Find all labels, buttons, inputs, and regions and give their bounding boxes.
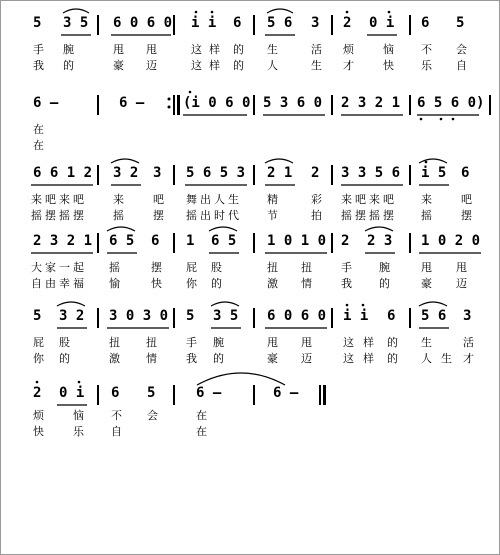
note: 6 [461, 165, 470, 181]
syllable: 摆 [355, 209, 366, 222]
syllable: 腕 [63, 43, 74, 56]
syllable: 愉 [109, 277, 120, 290]
note: 6 [233, 15, 242, 31]
syllable: 生 [267, 43, 278, 56]
syllable: 的 [387, 352, 398, 365]
note: 2 [343, 15, 352, 31]
syllable: 生 [311, 59, 322, 72]
note-group: i i [343, 308, 369, 324]
syllable: 摇 [421, 209, 432, 222]
syllable: 舞 [186, 193, 197, 206]
syllable: 自 [456, 59, 467, 72]
notation-marks [1, 1, 499, 554]
syllable: 生 [441, 352, 452, 365]
syllable: 一 [59, 261, 70, 274]
syllable: 快 [33, 425, 44, 438]
syllable: 起 [73, 261, 84, 274]
syllable: 才 [463, 352, 474, 365]
note-group: 3 5 [63, 15, 89, 31]
syllable: 手 [341, 261, 352, 274]
note-group: 6 5 6 0) [417, 95, 485, 111]
note-group: 5 6 5 3 [186, 165, 246, 181]
syllable: 恼 [73, 409, 84, 422]
syllable: 福 [73, 277, 84, 290]
note: 5 [33, 308, 42, 324]
syllable: 烦 [33, 409, 44, 422]
syllable: 的 [387, 336, 398, 349]
syllable: 来 [421, 193, 432, 206]
syllable: 大 [31, 261, 42, 274]
syllable: 甩 [421, 261, 432, 274]
note-group: 5 6 [421, 308, 447, 324]
syllable: 股 [211, 261, 222, 274]
syllable: 会 [456, 43, 467, 56]
syllable: 情 [301, 277, 312, 290]
note-group: 2 3 2 1 [33, 233, 93, 249]
syllable: 快 [151, 277, 162, 290]
syllable: 这 [343, 336, 354, 349]
syllable: 股 [59, 336, 70, 349]
syllable: 自 [31, 277, 42, 290]
syllable: 会 [147, 409, 158, 422]
syllable: 的 [233, 43, 244, 56]
syllable: 时 [214, 209, 225, 222]
note-group: 6 – [33, 95, 59, 111]
syllable: 摇 [341, 209, 352, 222]
note-group: 6 – [119, 95, 145, 111]
syllable: 在 [33, 139, 44, 152]
note: 6 [151, 233, 160, 249]
syllable: 生 [228, 193, 239, 206]
note-group: 6 6 1 2 [33, 165, 93, 181]
syllable: 人 [214, 193, 225, 206]
syllable: 的 [379, 277, 390, 290]
note-group: 5 3 6 0 [263, 95, 323, 111]
syllable: 摇 [369, 209, 380, 222]
syllable: 摆 [151, 261, 162, 274]
syllable: 迈 [146, 59, 157, 72]
syllable: 吧 [73, 193, 84, 206]
syllable: 家 [45, 261, 56, 274]
syllable: 这 [191, 59, 202, 72]
syllable: 不 [421, 43, 432, 56]
syllable: 摆 [153, 209, 164, 222]
note-group: 1 0 2 0 [421, 233, 481, 249]
note-group: 0 i [369, 15, 395, 31]
syllable: 摇 [113, 209, 124, 222]
syllable: 由 [45, 277, 56, 290]
syllable: 自 [111, 425, 122, 438]
syllable: 手 [186, 336, 197, 349]
note-group: 3 2 [113, 165, 139, 181]
syllable: 吧 [383, 193, 394, 206]
syllable: 人 [267, 59, 278, 72]
note: 6 [111, 385, 120, 401]
note-group: (i 0 6 0 [183, 95, 251, 111]
note: 3 [153, 165, 162, 181]
note-group: 6 0 6 0 [113, 15, 173, 31]
syllable: 激 [267, 277, 278, 290]
note-group: 3 0 3 0 [109, 308, 169, 324]
syllable: 的 [59, 352, 70, 365]
syllable: 我 [341, 277, 352, 290]
note-group: 6 – [196, 385, 222, 401]
note: 5 [147, 385, 156, 401]
syllable: 节 [267, 209, 278, 222]
syllable: 来 [113, 193, 124, 206]
syllable: 摇 [59, 209, 70, 222]
note-group: 6 – [273, 385, 299, 401]
syllable: 吧 [153, 193, 164, 206]
note: 2 [341, 233, 350, 249]
syllable: 摆 [73, 209, 84, 222]
syllable: 在 [196, 425, 207, 438]
syllable: 的 [233, 59, 244, 72]
note: 3 [463, 308, 472, 324]
note-group: i i [191, 15, 217, 31]
syllable: 样 [363, 336, 374, 349]
syllable: 情 [146, 352, 157, 365]
syllable: 手 [33, 43, 44, 56]
syllable: 吧 [461, 193, 472, 206]
syllable: 不 [111, 409, 122, 422]
syllable: 豪 [267, 352, 278, 365]
syllable: 我 [33, 59, 44, 72]
syllable: 豪 [113, 59, 124, 72]
note: 3 [311, 15, 320, 31]
syllable: 出 [200, 209, 211, 222]
syllable: 出 [200, 193, 211, 206]
note-group: 2 1 [267, 165, 293, 181]
note-group: 6 0 6 0 [267, 308, 327, 324]
note-group: 3 2 [59, 308, 85, 324]
syllable: 摇 [186, 209, 197, 222]
note-group: 2 3 [367, 233, 393, 249]
note-group: 3 5 [213, 308, 239, 324]
syllable: 这 [343, 352, 354, 365]
note-group: 0 i [59, 385, 85, 401]
syllable: 在 [196, 409, 207, 422]
note: 6 [387, 308, 396, 324]
syllable: 样 [209, 59, 220, 72]
syllable: 摆 [461, 209, 472, 222]
note: 5 [186, 308, 195, 324]
syllable: 扭 [146, 336, 157, 349]
syllable: 吧 [45, 193, 56, 206]
note-group: i 5 [421, 165, 447, 181]
note-group: 6 5 [211, 233, 237, 249]
syllable: 屁 [33, 336, 44, 349]
syllable: 烦 [343, 43, 354, 56]
syllable: 你 [33, 352, 44, 365]
syllable: 来 [369, 193, 380, 206]
syllable: 精 [267, 193, 278, 206]
syllable: 快 [383, 59, 394, 72]
syllable: 迈 [301, 352, 312, 365]
syllable: 甩 [456, 261, 467, 274]
note: 2 [33, 385, 42, 401]
syllable: 在 [33, 123, 44, 136]
syllable: 样 [363, 352, 374, 365]
syllable: 腕 [379, 261, 390, 274]
syllable: 这 [191, 43, 202, 56]
syllable: 摆 [45, 209, 56, 222]
syllable: 豪 [421, 277, 432, 290]
syllable: 摇 [31, 209, 42, 222]
syllable: 活 [311, 43, 322, 56]
note: 6 [421, 15, 430, 31]
note-group: 6 5 [109, 233, 135, 249]
syllable: 扭 [109, 336, 120, 349]
syllable: 的 [213, 352, 224, 365]
syllable: 人 [421, 352, 432, 365]
note: 2 [311, 165, 320, 181]
syllable: 来 [341, 193, 352, 206]
syllable: 彩 [311, 193, 322, 206]
syllable: 甩 [146, 43, 157, 56]
note: 5 [456, 15, 465, 31]
syllable: 你 [186, 277, 197, 290]
note-group: 3 3 5 6 [341, 165, 401, 181]
note-group: 1 0 1 0 [267, 233, 327, 249]
syllable: 激 [109, 352, 120, 365]
syllable: 腕 [213, 336, 224, 349]
syllable: 的 [211, 277, 222, 290]
note-group: 2 3 2 1 [341, 95, 401, 111]
syllable: 样 [209, 43, 220, 56]
syllable: 屁 [186, 261, 197, 274]
syllable: 甩 [113, 43, 124, 56]
syllable: 摇 [109, 261, 120, 274]
syllable: 甩 [301, 336, 312, 349]
syllable: 摆 [383, 209, 394, 222]
syllable: 甩 [267, 336, 278, 349]
syllable: 才 [343, 59, 354, 72]
syllable: 活 [463, 336, 474, 349]
note: 1 [186, 233, 195, 249]
syllable: 恼 [383, 43, 394, 56]
syllable: 拍 [311, 209, 322, 222]
syllable: 来 [31, 193, 42, 206]
syllable: 吧 [355, 193, 366, 206]
syllable: 的 [63, 59, 74, 72]
note-group: 5 6 [267, 15, 293, 31]
syllable: 我 [186, 352, 197, 365]
syllable: 迈 [456, 277, 467, 290]
syllable: 乐 [73, 425, 84, 438]
syllable: 幸 [59, 277, 70, 290]
syllable: 扭 [267, 261, 278, 274]
syllable: 乐 [421, 59, 432, 72]
syllable: 来 [59, 193, 70, 206]
syllable: 生 [421, 336, 432, 349]
syllable: 代 [228, 209, 239, 222]
note: 5 [33, 15, 42, 31]
syllable: 扭 [301, 261, 312, 274]
